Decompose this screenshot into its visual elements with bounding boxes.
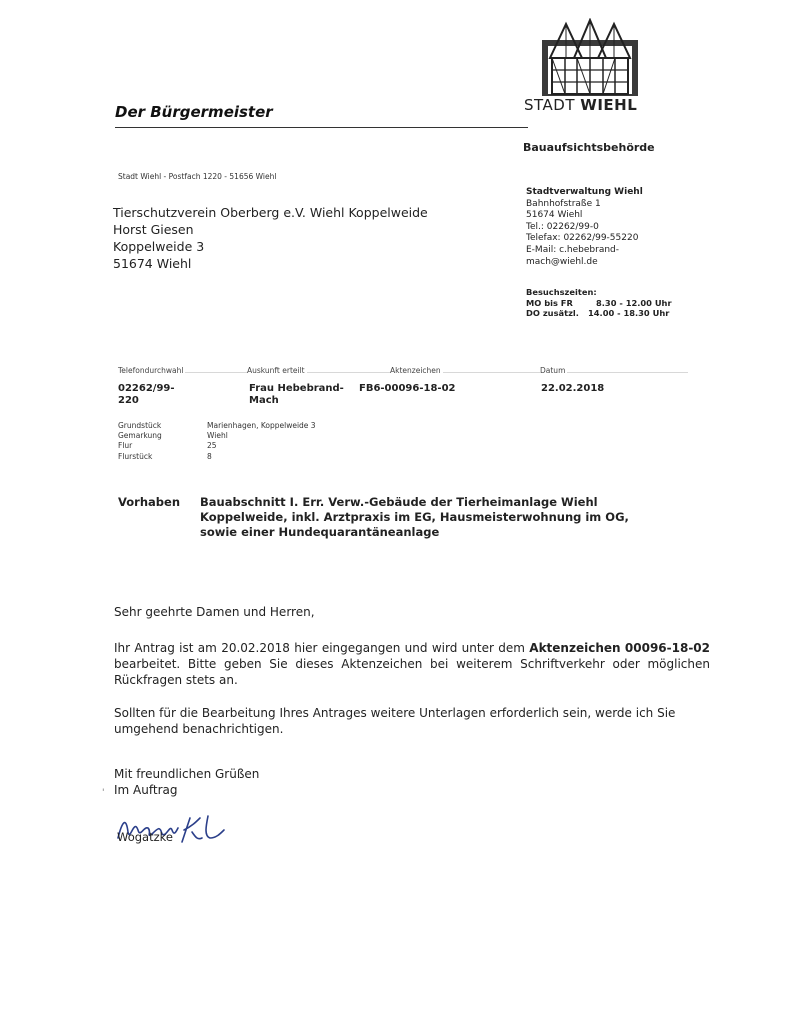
phone-ext-line: 220 <box>118 395 139 406</box>
parcel-label: Gemarkung <box>118 431 162 441</box>
parcel-label: Grundstück <box>118 421 162 430</box>
office-phone: Tel.: 02262/99-0 <box>526 221 599 232</box>
paragraph-documents: Sollten für die Bearbeitung Ihres Antrages weitere Unterlagen erforderlich sein, werde ich Sie umgehend benachrichtigen. <box>114 706 676 736</box>
project-description <box>200 495 680 540</box>
recipient-line: Koppelweide 3 <box>113 239 205 254</box>
parcel-value: Wiehl <box>207 431 228 441</box>
margin-mark: ' <box>102 788 105 798</box>
recipient-line: Horst Giesen <box>113 222 194 237</box>
city-logo-wordmark <box>524 96 637 114</box>
project-line: Koppelweide, inkl. Arztpraxis im EG, Hausmeisterwohnung im OG, <box>200 510 629 524</box>
parcel-value: 8 <box>207 451 212 461</box>
title-divider <box>115 127 528 128</box>
letter-title: Der Bürgermeister <box>115 103 273 121</box>
parcel-label: Flur <box>118 441 133 451</box>
date-label: Datum <box>540 366 566 375</box>
city-logo-icon <box>540 18 640 96</box>
phone-ext-value <box>118 383 175 407</box>
office-name: Stadtverwaltung Wiehl <box>526 187 643 197</box>
hours-day-1: MO bis FR <box>526 297 573 308</box>
authority-name: Bauaufsichtsbehörde <box>523 141 655 154</box>
reference-label: Aktenzeichen <box>390 366 441 375</box>
parcel-label: Flurstück <box>118 451 153 461</box>
project-line: sowie einer Hundequarantäneanlage <box>200 525 440 539</box>
project-line: Bauabschnitt I. Err. Verw.-Gebäude der Tierheimanlage Wiehl <box>200 495 598 509</box>
closing: Mit freundlichen Grüßen <box>114 767 260 781</box>
office-email: E-Mail: c.hebebrand- <box>526 244 620 255</box>
office-street: Bahnhofstraße 1 <box>526 198 601 209</box>
paragraph-text: bearbeitet. Bitte geben Sie dieses Aktenzeichen bei weiterem Schriftverkehr oder möglichen Rückfragen stets an. <box>114 657 710 687</box>
hours-time-2: 14.00 - 18.30 Uhr <box>588 308 670 318</box>
salutation: Sehr geehrte Damen und Herren, <box>114 605 315 619</box>
by-order: Im Auftrag <box>114 783 178 797</box>
hours-heading: Besuchszeiten: <box>526 287 597 297</box>
logo-word-wiehl: WIEHL <box>580 96 638 114</box>
recipient-line: 51674 Wiehl <box>113 256 192 271</box>
hours-time-1: 8.30 - 12.00 Uhr <box>596 297 672 308</box>
contact-label: Auskunft erteilt <box>247 366 305 375</box>
date-value: 22.02.2018 <box>541 383 605 394</box>
phone-ext-line: 02262/99- <box>118 383 175 394</box>
phone-ext-label: Telefondurchwahl <box>118 366 184 375</box>
office-email-cont: mach@wiehl.de <box>526 256 598 267</box>
recipient-line: Tierschutzverein Oberberg e.V. Wiehl Koppelweide <box>113 205 428 220</box>
contact-line: Frau Hebebrand- <box>249 383 344 394</box>
reference-number-bold: 00096-18-02 <box>624 641 710 655</box>
parcel-values <box>207 421 316 462</box>
office-contact-block <box>526 187 643 268</box>
signer-name: Wogatzke <box>117 830 173 844</box>
contact-value <box>249 383 344 407</box>
recipient-block <box>113 204 428 272</box>
contact-line: Mach <box>249 395 279 406</box>
return-address: Stadt Wiehl - Postfach 1220 - 51656 Wiehl <box>118 172 277 181</box>
parcel-value: Marienhagen, Koppelweide 3 <box>207 421 316 430</box>
office-fax: Telefax: 02262/99-55220 <box>526 233 639 244</box>
reference-value: FB6-00096-18-02 <box>359 383 456 394</box>
paragraph-receipt <box>114 640 710 688</box>
hours-day-2: DO zusätzl. <box>526 308 579 318</box>
office-city: 51674 Wiehl <box>526 210 583 221</box>
parcel-labels <box>118 421 162 462</box>
project-label: Vorhaben <box>118 495 181 509</box>
parcel-value: 25 <box>207 441 217 451</box>
visiting-hours <box>526 287 672 319</box>
logo-word-stadt: STADT <box>524 96 575 114</box>
reference-label-bold: Aktenzeichen <box>529 641 621 655</box>
paragraph-text: Ihr Antrag ist am 20.02.2018 hier eingegangen und wird unter dem <box>114 641 530 655</box>
